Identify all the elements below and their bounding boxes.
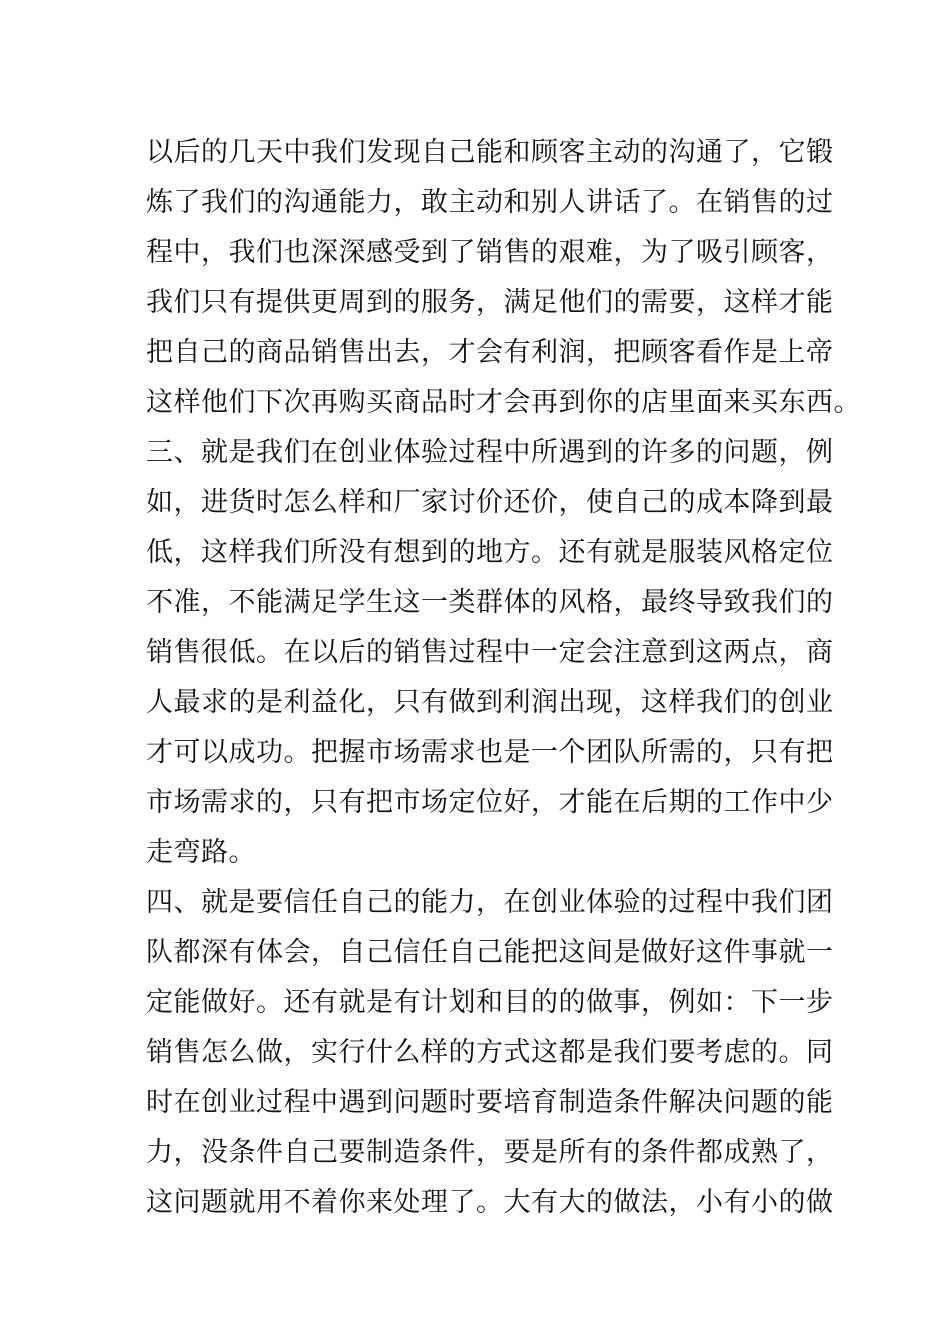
text-line: 定能做好。还有就是有计划和目的的做事，例如：下一步 — [146, 987, 834, 1018]
text-line: 力，没条件自己要制造条件，要是所有的条件都成熟了， — [146, 1137, 834, 1168]
text-line: 如，进货时怎么样和厂家讨价还价，使自己的成本降到最 — [146, 487, 834, 518]
text-line: 销售怎么做，实行什么样的方式这都是我们要考虑的。同 — [146, 1037, 834, 1068]
text-line: 不准，不能满足学生这一类群体的风格，最终导致我们的 — [146, 587, 834, 618]
text-line: 三、就是我们在创业体验过程中所遇到的许多的问题，例 — [146, 437, 834, 468]
text-line: 才可以成功。把握市场需求也是一个团队所需的，只有把 — [146, 737, 834, 768]
text-line: 市场需求的，只有把市场定位好，才能在后期的工作中少 — [146, 787, 834, 818]
text-line: 人最求的是利益化，只有做到利润出现，这样我们的创业 — [146, 687, 834, 718]
text-line: 时在创业过程中遇到问题时要培育制造条件解决问题的能 — [146, 1087, 834, 1118]
text-line: 低，这样我们所没有想到的地方。还有就是服装风格定位 — [146, 537, 834, 568]
text-line: 炼了我们的沟通能力，敢主动和别人讲话了。在销售的过 — [146, 187, 834, 218]
text-line: 这样他们下次再购买商品时才会再到你的店里面来买东西。 — [146, 387, 861, 418]
text-line: 程中，我们也深深感受到了销售的艰难，为了吸引顾客， — [146, 237, 834, 268]
text-line: 我们只有提供更周到的服务，满足他们的需要，这样才能 — [146, 287, 834, 318]
text-line: 四、就是要信任自己的能力，在创业体验的过程中我们团 — [146, 887, 834, 918]
text-line: 走弯路。 — [146, 837, 256, 868]
text-line: 这问题就用不着你来处理了。大有大的做法，小有小的做 — [146, 1187, 834, 1218]
text-line: 以后的几天中我们发现自己能和顾客主动的沟通了，它锻 — [146, 137, 834, 168]
body-text — [146, 128, 861, 1228]
text-line: 销售很低。在以后的销售过程中一定会注意到这两点，商 — [146, 637, 834, 668]
text-line: 把自己的商品销售出去，才会有利润，把顾客看作是上帝 — [146, 337, 834, 368]
text-line: 队都深有体会，自己信任自己能把这间是做好这件事就一 — [146, 937, 834, 968]
